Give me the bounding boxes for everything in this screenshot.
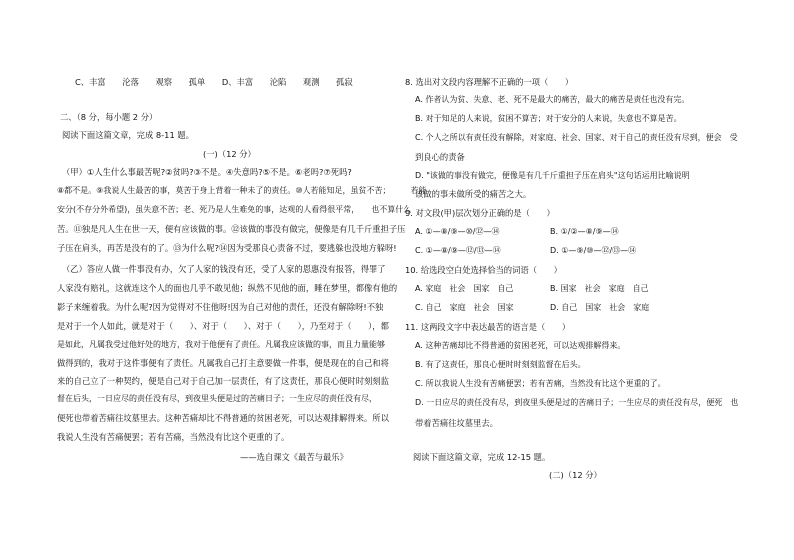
q11-option-d-cont: 带着苦痛往坟墓里去。 [415, 418, 498, 428]
q8-option-d-cont: 该做的事未做所受的痛苦之大。 [415, 189, 532, 199]
p1-line: 安分(不存分外希望)，虽失意不苦；老、死乃是人生难免的事，达观的人看得很平常， 也不算什么 [57, 205, 412, 214]
p2-line: 是对于一个人如此，就是对于（ ）、对于（ ）、对于（ ），乃至对于（ ），都 [57, 321, 389, 331]
q8-option-b: B. 对于知足的人来说，贫困不算苦；对于安分的人来说，失意也不算是苦。 [415, 114, 682, 123]
p2-line: 便死也带着苦痛往坟墓里去。这种苦痛却比不得普通的贫困老死，可以达观排解得来。所以 [57, 413, 389, 423]
p1-line: 子压在肩头，再苦是没有的了。⑬为什么呢?⑭因为受那良心责备不过，要逃躲也没地方躲呀! [57, 243, 397, 253]
q9-option-d: D. ①—⑨/⑩—⑫/⑬—⑭ [550, 246, 637, 255]
question-11: 11. 这两段文字中表达最苦的语言是（ ） [405, 322, 571, 332]
p2-line: 做得到的，我对于这件事便有了责任。凡属我自己打主意要做一件事，便是现在的自己和将 [57, 358, 389, 368]
p2-line: 影子来缠着我。为什么呢?因为觉得对不住他呀!因为自己对他的责任，还没有解除呀!不独 [57, 302, 384, 312]
passage1-label: (一)（12 分） [203, 149, 256, 159]
section-title: 二、（8 分，每小题 2 分） [60, 112, 158, 122]
q9-option-b: B. ①/②—⑧/⑨—⑭ [550, 227, 619, 236]
instruction-2: 阅读下面这篇文章，完成 12-15 题。 [413, 452, 551, 462]
p1-line: （甲）①人生什么事最苦呢?②贫吗?③不是。④失意吗?⑤不是。⑥老吗?⑦死吗? [62, 167, 352, 177]
q11-option-c: C. 所以我说人生没有苦痛便罢；若有苦痛，当然没有比这个更重的了。 [415, 379, 666, 388]
source-line: ——选自课文《最苦与最乐》 [240, 452, 348, 462]
p2-line: 督在后头，一日应尽的责任没有尽，到夜里头便是过的苦痛日子；一生应尽的责任没有尽， [57, 394, 377, 403]
q10-option-b: B. 国家 社会 家庭 自己 [550, 284, 649, 293]
q8-option-c: C. 个人之所以有责任没有解除，对家庭、社会、国家、对于自己的责任没有尽到，便会 受 [415, 133, 738, 142]
option-cd: C、丰富 沦落 观察 孤单 D、丰富 沦陷 观测 孤寂 [75, 77, 353, 87]
q9-option-a: A. ①—⑧/⑨—⑩/⑫—⑭ [415, 227, 500, 236]
q8-option-c-cont: 到良心的责备 [415, 152, 465, 162]
q11-option-d: D. 一日应尽的责任没有尽，到夜里头便是过的苦痛日子；一生应尽的责任没有尽，便死 也 [415, 398, 739, 407]
q9-option-c: C. ①—⑧/⑨—⑫/⑬—⑭ [415, 246, 501, 255]
question-10: 10. 给选段空白处选择恰当的词语（ ） [405, 265, 562, 275]
q11-option-b: B. 有了这责任，那良心便时时刻刻监督在后头。 [415, 360, 586, 369]
p2-line: 是如此，凡属我受过他好处的地方，我对于他便有了责任。凡属我应该做的事，而且力量能够 [57, 340, 385, 349]
p2-line: 来的自己立了一种契约，便是自己对于自己加一层责任，有了这责任，那良心便时时刻刻监 [57, 376, 389, 386]
p2-line: （乙）答应人做一件事没有办，欠了人家的钱没有还，受了人家的恩惠没有报答，得罪了 [62, 264, 386, 274]
question-9: 9. 对文段(甲)层次划分正确的是（ ） [405, 208, 555, 218]
instruction: 阅读下面这篇文章，完成 8-11 题。 [62, 130, 194, 140]
p2-line: 人家没有赔礼，这就连这个人的面也几乎不敢见他；纵然不见他的面，睡在梦里，都像有他的 [57, 283, 398, 293]
p2-line: 我说人生没有苦痛便罢；若有苦痛，当然没有比这个更重的了。 [57, 432, 290, 442]
question-8: 8. 选出对文段内容理解不正确的一项（ ） [405, 77, 574, 87]
q11-option-a: A. 这种苦痛却比不得普通的贫困老死，可以达观排解得来。 [415, 341, 626, 350]
q10-option-a: A. 家庭 社会 国家 自己 [415, 284, 514, 293]
p1-line: ⑧都不是。⑨我说人生最苦的事，莫苦于身上背着一种未了的责任。⑩人若能知足，虽贫不苦； 若能 [57, 186, 427, 195]
q10-option-d: D. 自己 国家 社会 家庭 [550, 303, 650, 312]
q8-option-d: D. "该做的事没有做完，便像是有几千斤重担子压在肩头"这句话运用比喻说明 [415, 171, 690, 180]
q8-option-a: A. 作者认为贫、失意、老、死不是最大的痛苦，最大的痛苦是责任也没有完。 [415, 95, 690, 104]
passage2-label: (二)（12 分） [549, 470, 602, 480]
p1-line: 苦。⑪独是凡人生在世一天，便有应该做的事。⑫该做的事没有做完，便像是有几千斤重担子压 [57, 224, 406, 234]
q10-option-c: C. 自己 家庭 社会 国家 [415, 303, 514, 312]
